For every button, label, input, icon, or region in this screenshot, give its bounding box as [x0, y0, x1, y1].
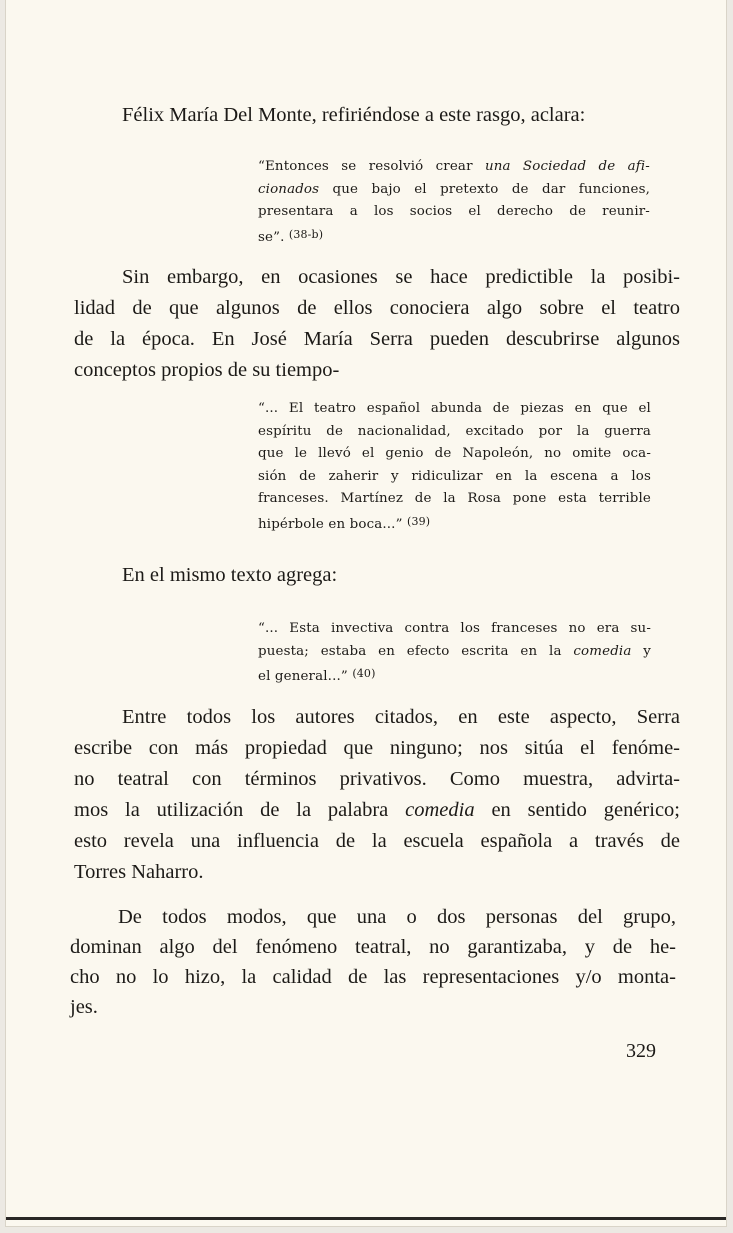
quote-1-line-1: “Entonces se resolvió crear una Sociedad de afi- — [258, 159, 650, 174]
page-bottom-edge — [6, 1217, 726, 1220]
quote-block-2 — [258, 398, 651, 537]
quote-1-line-3: presentara a los socios el derecho de reunir- — [258, 204, 650, 220]
paragraph-2-line-1: Sin embargo, en ocasiones se hace predictible la posibi- — [122, 266, 680, 288]
paragraph-4-line-4: mos la utilización de la palabra comedia en sentido genérico; — [74, 799, 680, 821]
quote-2-line-6: hipérbole en boca...” $^{(39)}$ — [258, 514, 431, 532]
quote-2-line-1: “... El teatro español abunda de piezas en que el — [258, 401, 651, 416]
paragraph-2-line-2: lidad de que algunos de ellos conociera algo sobre el teatro — [74, 297, 680, 319]
paragraph-5-line-4: jes. — [70, 996, 98, 1018]
footnote-ref-38b: (38-b) — [288, 227, 324, 241]
paragraph-4-line-6: Torres Naharro. — [74, 861, 204, 883]
paragraph-intro-text: Félix María Del Monte, refiriéndose a este rasgo, aclara: — [122, 104, 586, 126]
paragraph-intro — [122, 100, 682, 131]
paragraph-4-line-1: Entre todos los autores citados, en este aspecto, Serra — [122, 706, 680, 728]
quote-3-line-3: el general...” $^{(40)}$ — [258, 667, 376, 685]
footnote-ref-39: (39) — [407, 514, 431, 528]
paragraph-4-line-3: no teatral con términos privativos. Como muestra, advirta- — [74, 768, 680, 790]
quote-2-line-4: sión de zaherir y ridiculizar en la escena a los — [258, 468, 651, 484]
paragraph-sin-embargo — [74, 262, 680, 386]
quote-1-line-4: se”. $^{(38-b)}$ — [258, 227, 324, 245]
quote-3-line-1: “... Esta invectiva contra los franceses no era su- — [258, 621, 651, 636]
quote-3-line-2: puesta; estaba en efecto escrita en la comedia y — [258, 643, 651, 659]
quote-2-line-2: espíritu de nacionalidad, excitado por la guerra — [258, 423, 651, 439]
quote-2-line-3: que le llevó el genio de Napoleón, no omite oca- — [258, 446, 651, 462]
paragraph-2-line-3: de la época. En José María Serra pueden descubrirse algunos — [74, 328, 680, 350]
paragraph-de-todos-modos — [70, 902, 676, 1022]
paragraph-2-line-4: conceptos propios de su tiempo- — [74, 359, 340, 381]
quote-2-line-5: franceses. Martínez de la Rosa pone esta terrible — [258, 491, 651, 507]
paragraph-4-line-5: esto revela una influencia de la escuela española a través de — [74, 830, 680, 852]
document-page — [6, 0, 726, 1226]
page-number: 329 — [626, 1040, 656, 1062]
paragraph-4-line-2: escribe con más propiedad que ninguno; nos sitúa el fenóme- — [74, 737, 680, 759]
paragraph-mismo-texto — [122, 560, 682, 591]
footnote-ref-40: (40) — [352, 667, 376, 681]
paragraph-5-line-1: De todos modos, que una o dos personas del grupo, — [118, 906, 676, 928]
quote-block-1 — [258, 156, 650, 249]
paragraph-5-line-3: cho no lo hizo, la calidad de las representaciones y/o monta- — [70, 966, 676, 988]
quote-block-3 — [258, 618, 651, 689]
paragraph-entre-todos — [74, 702, 680, 888]
paragraph-5-line-2: dominan algo del fenómeno teatral, no garantizaba, y de he- — [70, 936, 676, 958]
paragraph-3-text: En el mismo texto agrega: — [122, 564, 338, 586]
quote-1-line-2: cionados que bajo el pretexto de dar funciones, — [258, 181, 650, 197]
